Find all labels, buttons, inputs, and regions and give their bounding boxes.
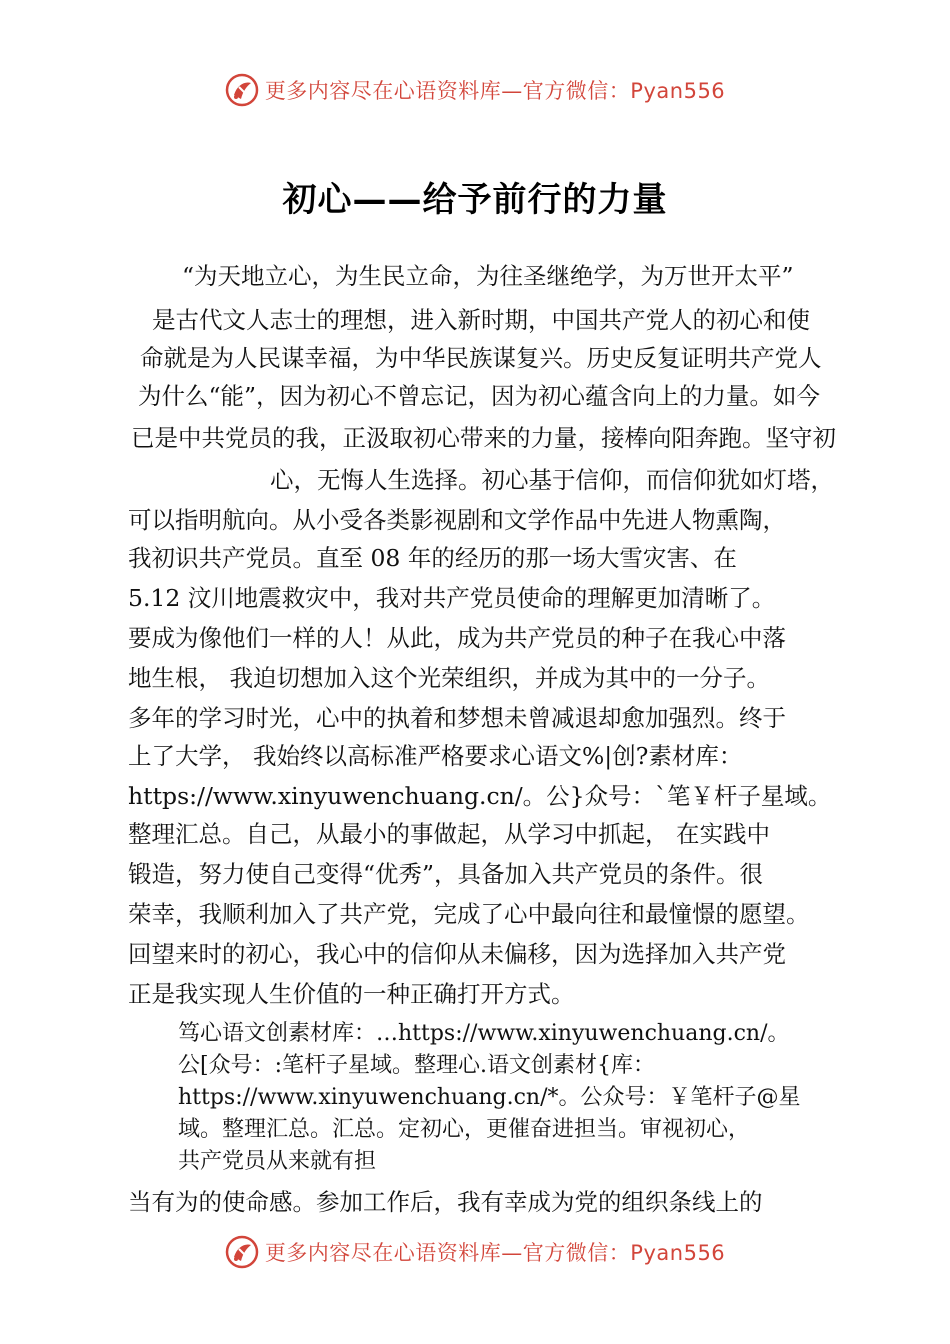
- indented-line: 域。整理汇总。汇总。定初心，更催奋进担当。审视初心，: [178, 1117, 751, 1142]
- body-line: 心，无悔人生选择。初心基于信仰，而信仰犹如灯塔，: [270, 466, 834, 494]
- body-line: 为什么“能”，因为初心不曾忘记，因为初心蕴含向上的力量。如今: [138, 382, 821, 410]
- body-line: https://www.xinyuwenchuang.cn/。公}众号：`笔￥杆子星域。: [128, 782, 832, 810]
- body-line: 多年的学习时光，心中的执着和梦想未曾减退却愈加强烈。终于: [128, 704, 786, 732]
- document-title: 初心——给予前行的力量: [282, 180, 668, 220]
- body-line: 5.12 汶川地震救灾中，我对共产党员使命的理解更加清晰了。: [128, 584, 776, 612]
- body-line: 上了大学， 我始终以高标准严格要求心语文%|创?素材库：: [128, 742, 743, 770]
- footer-watermark: [0, 1230, 950, 1274]
- header-watermark: [0, 68, 950, 112]
- indented-line: 共产党员从来就有担: [178, 1149, 377, 1174]
- indented-line: 笃心语文创素材库：…https://www.xinyuwenchuang.cn/。: [178, 1021, 790, 1046]
- body-line: 要成为像他们一样的人！从此，成为共产党员的种子在我心中落: [128, 624, 786, 652]
- body-line: 荣幸，我顺利加入了共产党，完成了心中最向往和最憧憬的愿望。: [128, 900, 810, 928]
- body-line: 是古代文人志士的理想，进入新时期，中国共产党人的初心和使: [152, 306, 810, 334]
- body-line: 我初识共产党员。直至 08 年的经历的那一场大雪灾害、在: [128, 544, 737, 572]
- indented-line: https://www.xinyuwenchuang.cn/*。公众号：￥笔杆子@星: [178, 1085, 801, 1110]
- body-line: 已是中共党员的我，正汲取初心带来的力量，接棒向阳奔跑。坚守初: [131, 424, 836, 452]
- indented-line: 公[众号：:笔杆子星域。整理心.语文创素材{库：: [178, 1053, 655, 1078]
- body-line: 命就是为人民谋幸福，为中华民族谋复兴。历史反复证明共产党人: [140, 344, 822, 372]
- body-line: 可以指明航向。从小受各类影视剧和文学作品中先进人物熏陶，: [128, 506, 786, 534]
- body-line: 正是我实现人生价值的一种正确打开方式。: [128, 980, 575, 1008]
- body-line: 当有为的使命感。参加工作后，我有幸成为党的组织条线上的: [128, 1188, 763, 1216]
- watermark-text: 更多内容尽在心语资料库—官方微信：Pyan556: [264, 79, 726, 103]
- body-line: 回望来时的初心，我心中的信仰从未偏移，因为选择加入共产党: [128, 940, 786, 968]
- body-line: 整理汇总。自己，从最小的事做起，从学习中抓起， 在实践中: [128, 820, 770, 848]
- logo-icon: [225, 73, 259, 107]
- watermark-text: 更多内容尽在心语资料库—官方微信：Pyan556: [264, 1241, 726, 1265]
- body-line: 地生根， 我迫切想加入这个光荣组织，并成为其中的一分子。: [128, 664, 770, 692]
- body-line: “为天地立心，为生民立命，为往圣继绝学，为万世开太平”: [182, 262, 794, 290]
- logo-icon: [225, 1235, 259, 1269]
- body-line: 锻造，努力使自己变得“优秀”，具备加入共产党员的条件。很: [128, 860, 764, 888]
